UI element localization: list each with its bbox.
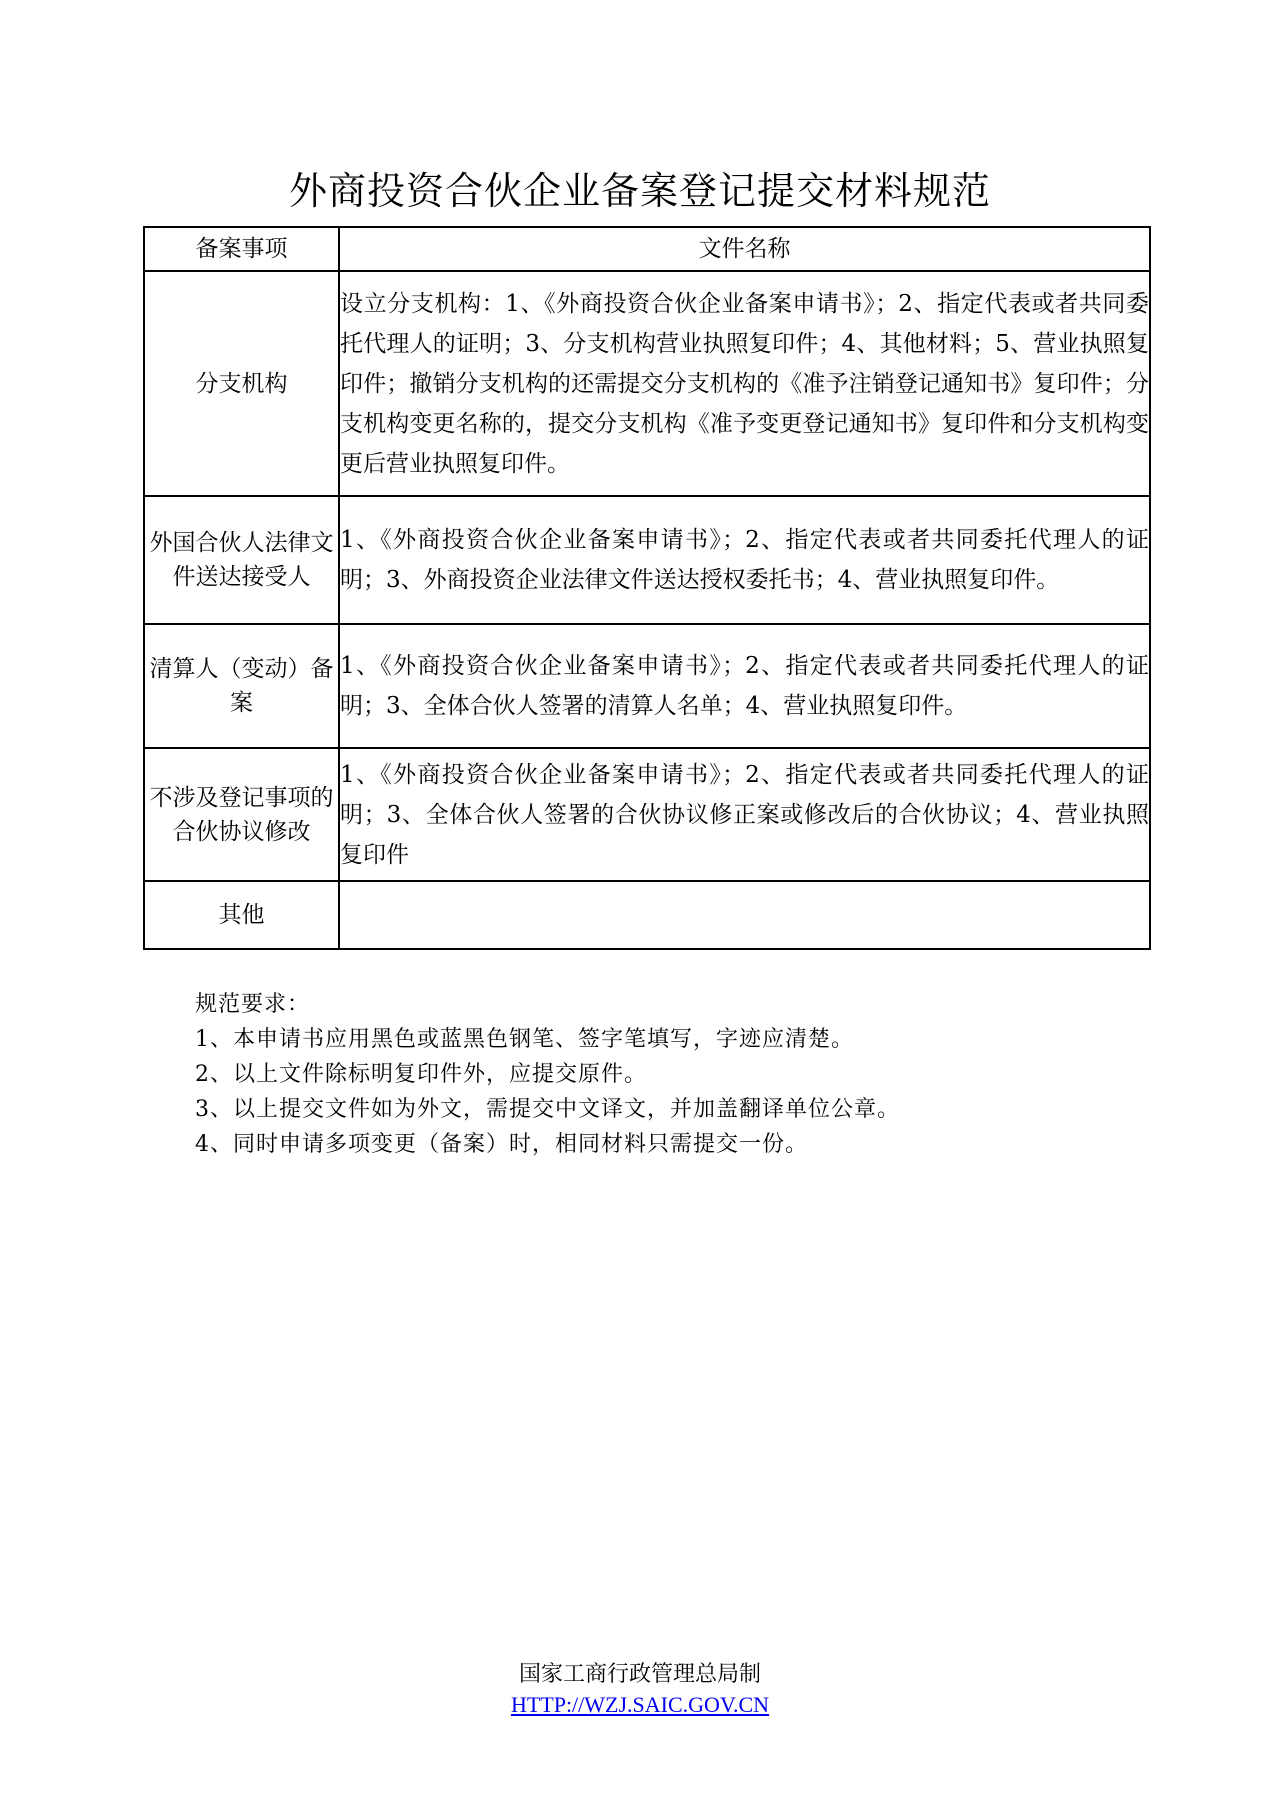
row-docs-legal-doc-recipient: 1、《外商投资合伙企业备案申请书》；2、指定代表或者共同委托代理人的证明；3、外商投资企业法律文件送达授权委托书；4、营业执照复印件。 — [339, 496, 1150, 624]
row-item-branch: 分支机构 — [144, 271, 339, 496]
table-row — [144, 881, 1150, 949]
requirement-item: 4、同时申请多项变更（备案）时，相同材料只需提交一份。 — [195, 1132, 808, 1157]
row-item-other: 其他 — [144, 881, 339, 949]
row-docs-agreement-amendment: 1、《外商投资合伙企业备案申请书》；2、指定代表或者共同委托代理人的证明；3、全体合伙人签署的合伙协议修正案或修改后的合伙协议；4、营业执照复印件 — [339, 748, 1150, 881]
table-row — [144, 496, 1150, 624]
table-row — [144, 748, 1150, 881]
requirement-item: 1、本申请书应用黑色或蓝黑色钢笔、签字笔填写，字迹应清楚。 — [195, 1027, 854, 1052]
header-document-names: 文件名称 — [339, 227, 1150, 271]
issuer-line: 国家工商行政管理总局制 — [518, 1662, 761, 1687]
table-row — [144, 271, 1150, 496]
row-docs-other — [339, 881, 1150, 949]
row-docs-liquidator: 1、《外商投资合伙企业备案申请书》；2、指定代表或者共同委托代理人的证明；3、全体合伙人签署的清算人名单；4、营业执照复印件。 — [339, 624, 1150, 748]
page-title: 外商投资合伙企业备案登记提交材料规范 — [288, 169, 991, 213]
row-item-liquidator: 清算人（变动）备案 — [144, 624, 339, 748]
materials-table — [143, 226, 1151, 950]
table-header-row — [144, 227, 1150, 271]
requirements-heading: 规范要求： — [195, 992, 311, 1017]
header-filing-item: 备案事项 — [144, 227, 339, 271]
row-item-agreement-amendment: 不涉及登记事项的合伙协议修改 — [144, 748, 339, 881]
table-row — [144, 624, 1150, 748]
row-item-legal-doc-recipient: 外国合伙人法律文件送达接受人 — [144, 496, 339, 624]
requirement-item: 3、以上提交文件如为外文，需提交中文译文，并加盖翻译单位公章。 — [195, 1097, 900, 1122]
footer — [0, 1660, 1280, 1721]
requirement-item: 2、以上文件除标明复印件外，应提交原件。 — [195, 1062, 647, 1087]
website-link[interactable]: HTTP://WZJ.SAIC.GOV.CN — [510, 1692, 770, 1717]
row-docs-branch: 设立分支机构：1、《外商投资合伙企业备案申请书》；2、指定代表或者共同委托代理人的证明；3、分支机构营业执照复印件；4、其他材料；5、营业执照复印件；撤销分支机构的还需提交分支机构的《准予注销登记通知书》复印件；分支机构变更名称的，提交分支机构《准予变更登记通知书》复印件和分支机构变更后营业执照复印件。 — [339, 271, 1150, 496]
requirements-section — [195, 987, 1155, 1162]
